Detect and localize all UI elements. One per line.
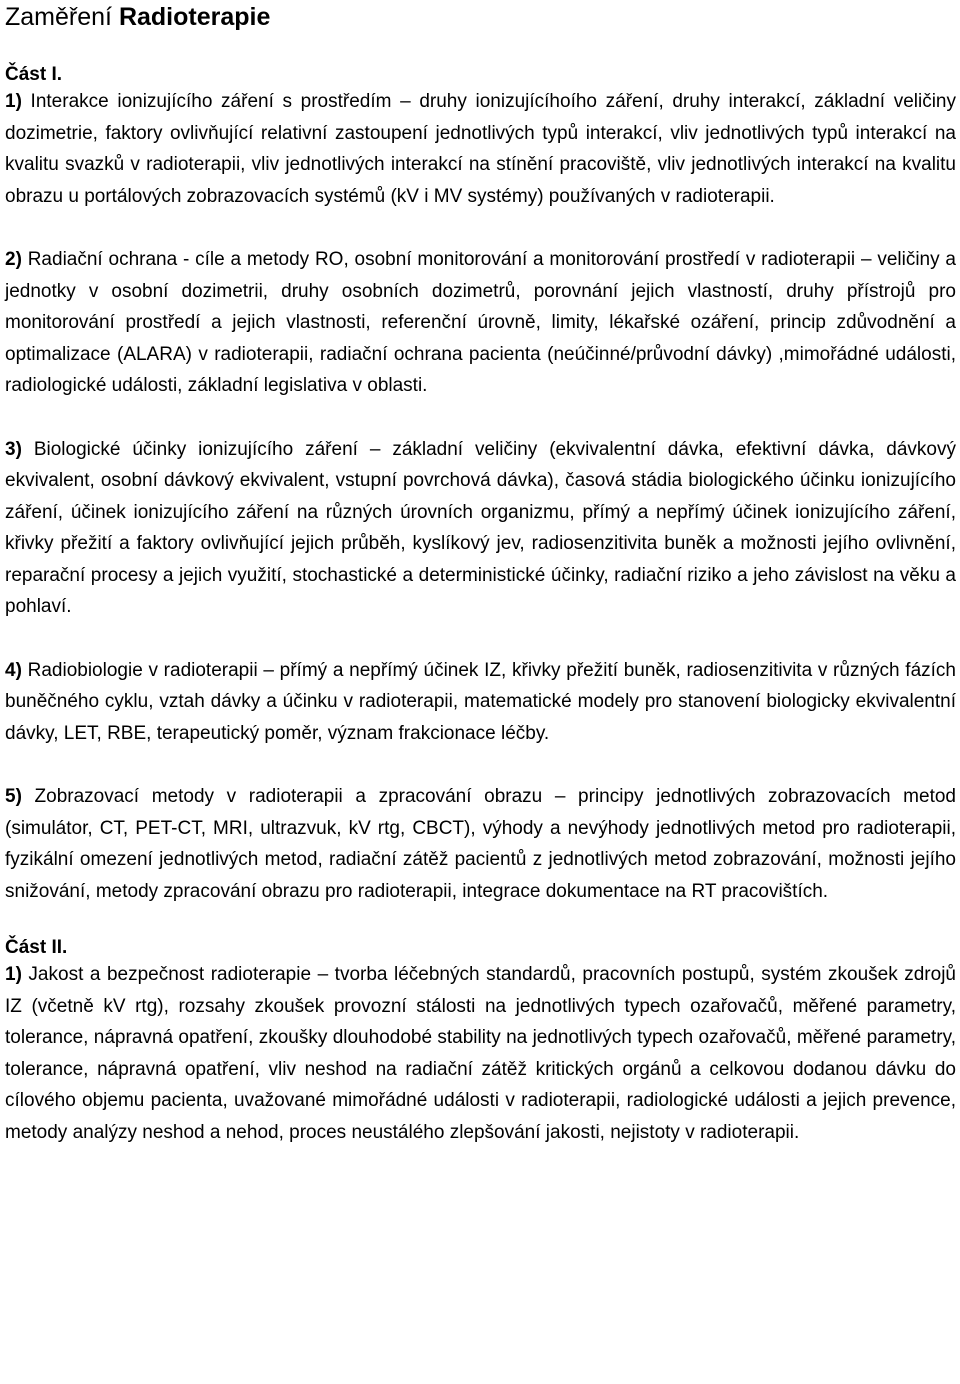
item-number: 1) — [5, 91, 22, 112]
document-title — [5, 0, 956, 32]
part1-item-5 — [5, 781, 956, 907]
part1-item-4 — [5, 655, 956, 750]
item-number: 4) — [5, 659, 22, 681]
part1-item-3 — [5, 434, 956, 623]
part1-item-1 — [5, 86, 956, 212]
item-text: Radiační ochrana - cíle a metody RO, osobní monitorování a monitorování prostředí v radioterapii – veličiny a jednotky v osobní dozimetrii, druhy osobních dozimetrů, porovnání jejich vlastností, druhy přístrojů pro monitorování prostředí a jejich vlastnosti, referenční úrovně, limity, lékařské ozáření, princip zdůvodnění a optimalizace (ALARA) v radioterapii, radiační ochrana pacienta (neúčinné/průvodní dávky) ,mimořádné události, radiologické události, základní legislativa v oblasti. — [5, 249, 956, 396]
part-heading-2: Část II. — [5, 937, 68, 958]
item-text: Radiobiologie v radioterapii – přímý a nepřímý účinek IZ, křivky přežití buněk, radiosenzitivita v různých fázích buněčného cyklu, vztah dávky a účinku v radioterapii, matematické modely pro stanovení biologicky ekvivalentní dávky, LET, RBE, terapeutický poměr, význam frakcionace léčby. — [5, 659, 956, 744]
item-number: 5) — [5, 786, 22, 807]
item-number: 2) — [5, 249, 22, 270]
item-text: Biologické účinky ionizujícího záření – základní veličiny (ekvivalentní dávka, efektivní dávka, dávkový ekvivalent, osobní dávkový ekvivalent, vstupní povrchová dávka), časová stádia biologického účinku ionizujícího záření, účinek ionizujícího záření na různých úrovních organizmu, přímý a nepřímý účinek ionizujícího záření, křivky přežití a faktory ovlivňující jejich průběh, kyslíkový jev, radiosenzitivita buněk a možnosti jejího ovlivnění, reparační procesy a jejich využití, stochastické a deterministické účinky, radiační riziko a jeho závislost na věku a pohlaví. — [5, 438, 956, 617]
part-heading-1: Část I. — [5, 64, 63, 85]
item-text: Interakce ionizujícího záření s prostředím – druhy ionizujícíhoího záření, druhy interakcí, základní veličiny dozimetrie, faktory ovlivňující relativní zastoupení jednotlivých typů interakcí, vliv jednotlivých typů interakcí na kvalitu svazků v radioterapii, vliv jednotlivých interakcí na stínění pracoviště, vliv jednotlivých interakcí na kvalitu obrazu u portálových zobrazovacích systémů (kV i MV systémy) používaných v radioterapii. — [5, 91, 956, 207]
part2-item-1 — [5, 959, 956, 1148]
item-number: 1) — [5, 964, 22, 985]
title-bold: Radioterapie — [118, 3, 271, 31]
item-number: 3) — [5, 438, 22, 460]
part1-item-2 — [5, 244, 956, 402]
item-text: Zobrazovací metody v radioterapii a zpracování obrazu – principy jednotlivých zobrazovacích metod (simulátor, CT, PET-CT, MRI, ultrazvuk, kV rtg, CBCT), výhody a nevýhody jednotlivých metod pro radioterapii, fyzikální omezení jednotlivých metod, radiační zátěž pacientů z jednotlivých metod zobrazování, možnosti jejího snižování, metody zpracování obrazu pro radioterapii, integrace dokumentace na RT pracovištích. — [5, 786, 956, 902]
document-page — [5, 0, 956, 1148]
title-regular: Zaměření — [5, 3, 119, 31]
item-text: Jakost a bezpečnost radioterapie – tvorba léčebných standardů, pracovních postupů, systém zkoušek zdrojů IZ (včetně kV rtg), rozsahy zkoušek provozní stálosti na jednotlivých typech ozařovačů, měřené parametry, tolerance, nápravná opatření, zkoušky dlouhodobé stability na jednotlivých typech ozařovačů, měřené parametry, tolerance, nápravná opatření, vliv neshod na radiační zátěž kritických orgánů a celkovou dodanou dávku do cílového objemu pacienta, uvažované mimořádné události v radioterapii, radiologické události a jejich prevence, metody analýzy neshod a nehod, proces neustálého zlepšování jakosti, nejistoty v radioterapii. — [5, 964, 956, 1143]
